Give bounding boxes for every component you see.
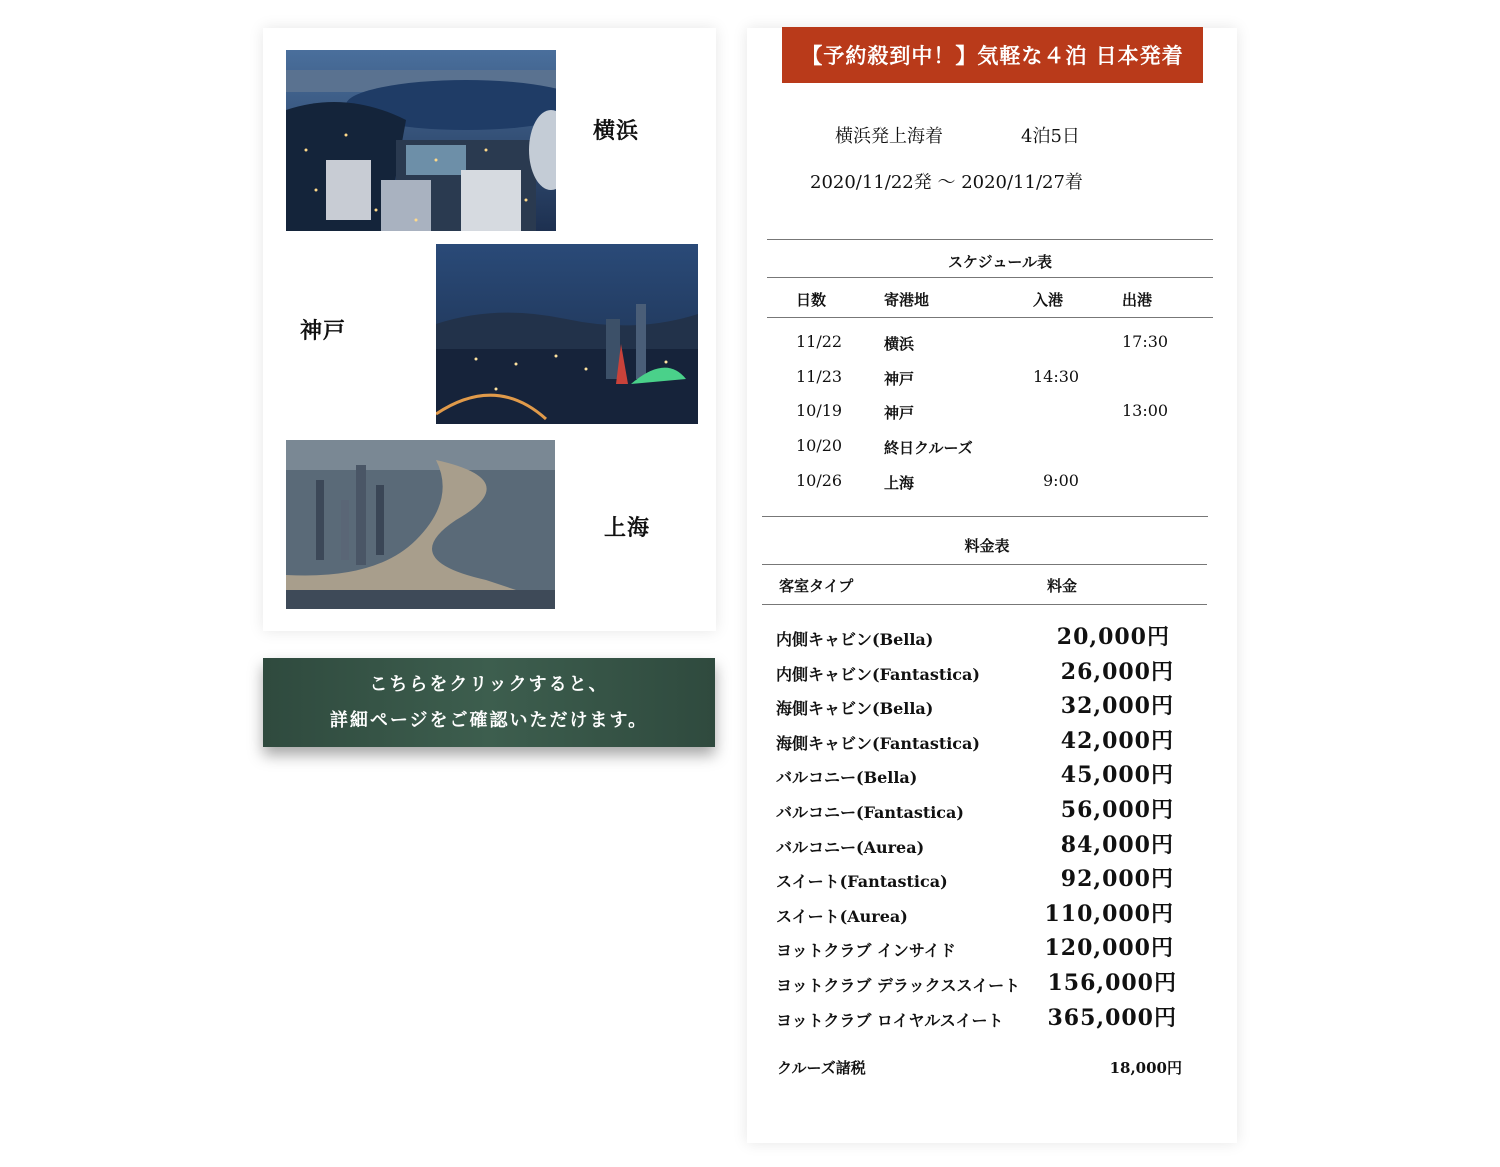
cabin-price: 42,000円 bbox=[1060, 728, 1174, 754]
cabin-type: ヨットクラブ デラックススイート bbox=[776, 976, 1021, 995]
divider bbox=[762, 516, 1208, 517]
schedule-depart: 17:30 bbox=[1122, 332, 1169, 351]
divider bbox=[762, 564, 1207, 565]
cabin-type: バルコニー(Fantastica) bbox=[776, 803, 964, 822]
cabin-type: スイート(Aurea) bbox=[776, 907, 908, 926]
schedule-day: 10/20 bbox=[796, 436, 843, 455]
schedule-depart: 13:00 bbox=[1122, 401, 1169, 420]
cabin-price: 45,000円 bbox=[1060, 762, 1174, 788]
cabin-price: 32,000円 bbox=[1060, 693, 1174, 719]
tax-value: 18,000円 bbox=[1109, 1059, 1182, 1077]
divider bbox=[767, 239, 1213, 240]
cabin-type: バルコニー(Bella) bbox=[776, 768, 918, 787]
divider bbox=[767, 317, 1213, 318]
cabin-price: 26,000円 bbox=[1060, 659, 1174, 685]
cabin-type: 内側キャビン(Fantastica) bbox=[776, 665, 980, 684]
cabin-price: 110,000円 bbox=[1044, 901, 1174, 927]
schedule-day: 11/22 bbox=[796, 332, 843, 351]
price-header-price: 料金 bbox=[1047, 577, 1078, 595]
cabin-type: ヨットクラブ インサイド bbox=[776, 941, 956, 960]
cabin-price: 56,000円 bbox=[1060, 797, 1174, 823]
cabin-type: スイート(Fantastica) bbox=[776, 872, 948, 891]
cta-line-1: こちらをクリックすると、 bbox=[369, 673, 609, 695]
cabin-type: ヨットクラブ ロイヤルスイート bbox=[776, 1011, 1004, 1030]
details-cta-button[interactable] bbox=[263, 658, 715, 747]
city-label-yokohama: 横浜 bbox=[593, 118, 640, 144]
schedule-header-arrive: 入港 bbox=[1033, 291, 1064, 309]
schedule-title: スケジュール表 bbox=[947, 253, 1053, 271]
cabin-price: 156,000円 bbox=[1047, 970, 1177, 996]
divider bbox=[762, 604, 1207, 605]
schedule-arrive: 9:00 bbox=[1043, 471, 1079, 490]
kobe-photo bbox=[436, 244, 698, 424]
tour-tag-banner: 【予約殺到中！】気軽な４泊 日本発着 bbox=[782, 27, 1203, 83]
schedule-header-depart: 出港 bbox=[1122, 291, 1153, 309]
tour-dates: 2020/11/22発 〜 2020/11/27着 bbox=[810, 172, 1083, 193]
cabin-price: 92,000円 bbox=[1060, 866, 1174, 892]
schedule-header-port: 寄港地 bbox=[884, 291, 930, 309]
cabin-type: バルコニー(Aurea) bbox=[776, 838, 925, 857]
divider bbox=[767, 277, 1213, 278]
schedule-port: 神戸 bbox=[884, 404, 915, 422]
cabin-price: 120,000円 bbox=[1044, 935, 1174, 961]
cabin-price: 365,000円 bbox=[1047, 1005, 1177, 1031]
shanghai-photo bbox=[286, 440, 555, 609]
schedule-header-day: 日数 bbox=[796, 291, 827, 309]
city-label-kobe: 神戸 bbox=[300, 318, 347, 344]
tour-nights: 4泊5日 bbox=[1021, 126, 1080, 147]
cabin-price: 20,000円 bbox=[1056, 624, 1170, 650]
tax-label: クルーズ諸税 bbox=[777, 1059, 866, 1077]
schedule-port: 神戸 bbox=[884, 370, 915, 388]
schedule-arrive: 14:30 bbox=[1033, 367, 1080, 386]
cabin-price: 84,000円 bbox=[1060, 832, 1174, 858]
tour-route: 横浜発上海着 bbox=[835, 126, 943, 147]
price-header-type: 客室タイプ bbox=[779, 577, 854, 595]
schedule-day: 10/26 bbox=[796, 471, 843, 490]
schedule-day: 10/19 bbox=[796, 401, 843, 420]
schedule-port: 上海 bbox=[884, 474, 915, 492]
city-label-shanghai: 上海 bbox=[604, 515, 651, 541]
cabin-type: 内側キャビン(Bella) bbox=[776, 630, 934, 649]
schedule-port: 横浜 bbox=[884, 335, 915, 353]
schedule-port: 終日クルーズ bbox=[884, 439, 973, 457]
cta-line-2: 詳細ページをご確認いただけます。 bbox=[329, 709, 649, 731]
schedule-day: 11/23 bbox=[796, 367, 843, 386]
cabin-type: 海側キャビン(Fantastica) bbox=[776, 734, 980, 753]
price-title: 料金表 bbox=[964, 537, 1010, 555]
yokohama-photo bbox=[286, 50, 556, 231]
cabin-type: 海側キャビン(Bella) bbox=[776, 699, 934, 718]
